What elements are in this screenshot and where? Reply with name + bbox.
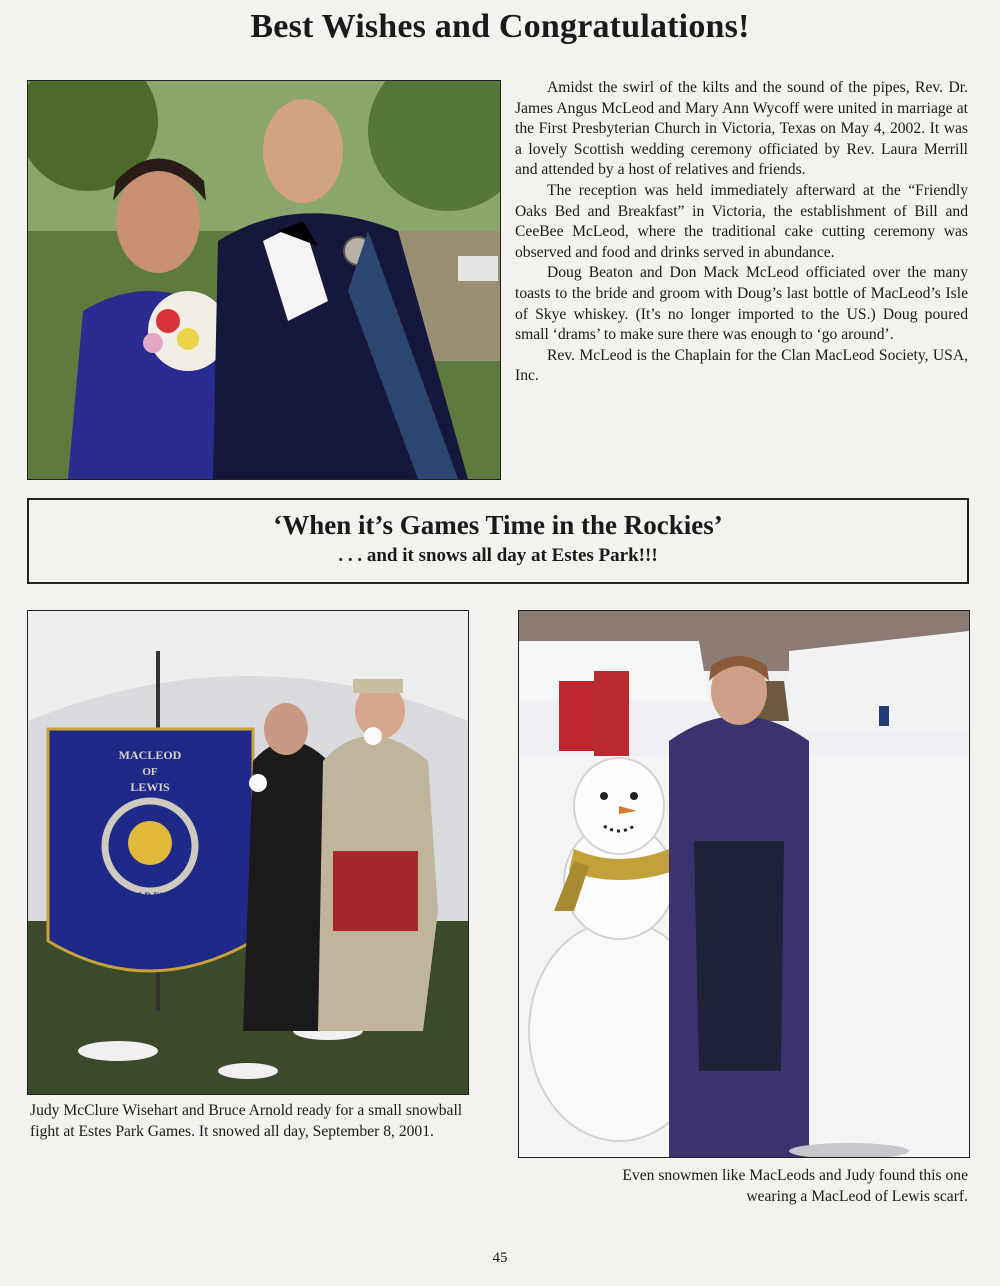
crest-motto: HOLD FAST xyxy=(124,891,176,901)
article-paragraph: Doug Beaton and Don Mack McLeod officiated over the many toasts to the bride and groom with Doug’s last bottle of MacLeod’s Isle of Skye whiskey. (It’s no longer imported to the US.) Doug poured small ‘drams’ to make sure there was enough to ‘go around’. xyxy=(515,264,968,344)
caption-line: wearing a MacLeod of Lewis scarf. xyxy=(746,1188,968,1205)
article-paragraph: Rev. McLeod is the Chaplain for the Clan MacLeod Society, USA, Inc. xyxy=(515,346,968,385)
page-number: 45 xyxy=(492,1250,508,1266)
banner-title: ‘When it’s Games Time in the Rockies’ xyxy=(273,510,723,540)
games-banner xyxy=(27,498,969,584)
caption-line: Even snowmen like MacLeods and Judy found this one xyxy=(622,1167,968,1184)
banner-subtitle: . . . and it snows all day at Estes Park!!! xyxy=(338,545,658,566)
wedding-article xyxy=(515,78,968,387)
banner-text-line: MACLEOD xyxy=(118,748,182,762)
left-photo-caption: Judy McClure Wisehart and Bruce Arnold ready for a small snowball fight at Estes Park Games. It snowed all day, September 8, 2001. xyxy=(30,1102,463,1140)
wedding-photo xyxy=(27,80,501,480)
article-paragraph: Amidst the swirl of the kilts and the sound of the pipes, Rev. Dr. James Angus McLeod and Mary Ann Wycoff were united in marriage at the First Presbyterian Church in Victoria, Texas on May 4, 2002. It was a lovely Scottish wedding ceremony officiated by Rev. Laura Merrill and attended by a host of relatives and friends. xyxy=(515,79,968,179)
article-paragraph: The reception was held immediately afterward at the “Friendly Oaks Bed and Breakfast” in Victoria, the establishment of Bill and CeeBee McLeod, where the traditional cake cutting ceremony was observed and food and drinks served in abundance. xyxy=(515,181,968,261)
banner-text-line: LEWIS xyxy=(130,780,170,794)
page-title: Best Wishes and Congratulations! xyxy=(250,8,750,45)
right-photo-caption xyxy=(520,1165,968,1207)
sun-icon xyxy=(128,821,172,865)
banner-text-line: OF xyxy=(142,766,158,778)
snowman-photo xyxy=(518,610,970,1158)
clan-banner-photo xyxy=(27,610,469,1095)
